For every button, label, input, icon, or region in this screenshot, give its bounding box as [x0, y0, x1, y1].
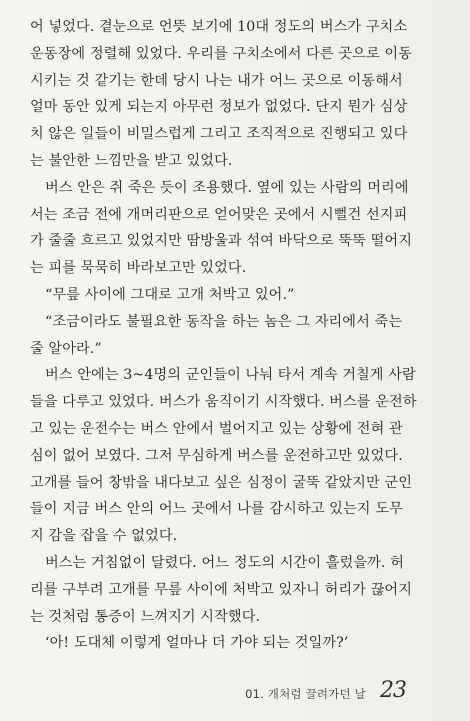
text-line: 버스는 거침없이 달렸다. 어느 정도의 시간이 흘렀을까. 허: [45, 554, 405, 571]
page-footer: [0, 680, 450, 706]
text-line: 버스 안은 쥐 죽은 듯이 조용했다. 옆에 있는 사람의 머리에: [45, 179, 409, 196]
paragraph: [30, 550, 450, 630]
text-line: 지 감을 잡을 수 없었다.: [30, 528, 178, 545]
text-line: 들이 지금 버스 안의 어느 곳에서 나를 감시하고 있는지 도무: [30, 501, 403, 518]
text-line: 서는 조금 전에 개머리판으로 얻어맞은 곳에서 시뻘건 선지피: [30, 206, 408, 223]
chapter-title: 01. 개처럼 끌려가던 날: [245, 687, 366, 701]
text-line: 버스 안에는 3~4명의 군인들이 나눠 타서 계속 거칠게 사람: [45, 367, 416, 384]
text-line: 고개를 들어 창밖을 내다보고 싶은 심정이 굴뚝 같았지만 군인: [30, 474, 413, 491]
text-line: 는 것처럼 통증이 느껴지기 시작했다.: [30, 608, 261, 625]
page-number: 23: [380, 678, 406, 703]
text-line: 들을 다루고 있었다. 버스가 움직이기 시작했다. 버스를 운전하: [30, 394, 417, 411]
paragraph: [30, 14, 450, 175]
text-line: 어 넣었다. 곁눈으로 언뜻 보기에 10대 정도의 버스가 구치소: [30, 19, 408, 35]
text-line: 가 줄줄 흐르고 있었지만 땀방울과 섞여 바닥으로 뚝뚝 떨어지: [30, 233, 413, 250]
text-line: 리를 구부려 고개를 무릎 사이에 처박고 있자니 허리가 끊어지: [30, 581, 413, 598]
text-line: 는 피를 묵묵히 바라보고만 있었다.: [30, 260, 247, 277]
text-line: “무릎 사이에 그대로 고개 처박고 있어.”: [45, 286, 295, 303]
text-line: 치 않은 일들이 비밀스럽게 그리고 조직적으로 진행되고 있다: [30, 126, 408, 143]
text-line: 는 불안한 느낌만을 받고 있었다.: [30, 152, 233, 169]
text-line: 줄 알아라.”: [30, 340, 102, 357]
text-line: 고 있는 운전수는 버스 안에서 벌어지고 있는 상황에 전혀 관: [30, 420, 403, 437]
paragraph: [30, 282, 450, 309]
paragraph: [30, 362, 450, 550]
text-line: 얼마 동안 있게 되는지 아무런 정보가 없었다. 단지 뭔가 심상: [30, 99, 408, 116]
text-line: 운동장에 정렬해 있었다. 우리를 구치소에서 다른 곳으로 이동: [30, 45, 413, 62]
paragraph: [30, 175, 450, 282]
paragraph: [30, 630, 450, 657]
text-line: “조금이라도 불필요한 동작을 하는 놈은 그 자리에서 죽는: [45, 313, 403, 330]
text-line: 시키는 것 같기는 한데 당시 나는 내가 어느 곳으로 이동해서: [30, 72, 403, 89]
paragraph: [30, 309, 450, 363]
text-line: ‘아! 도대체 이렇게 얼마나 더 가야 되는 것일까?’: [45, 635, 349, 652]
text-line: 심이 없어 보였다. 그저 무심하게 버스를 운전하고만 있었다.: [30, 447, 403, 464]
body-text: [30, 14, 450, 657]
